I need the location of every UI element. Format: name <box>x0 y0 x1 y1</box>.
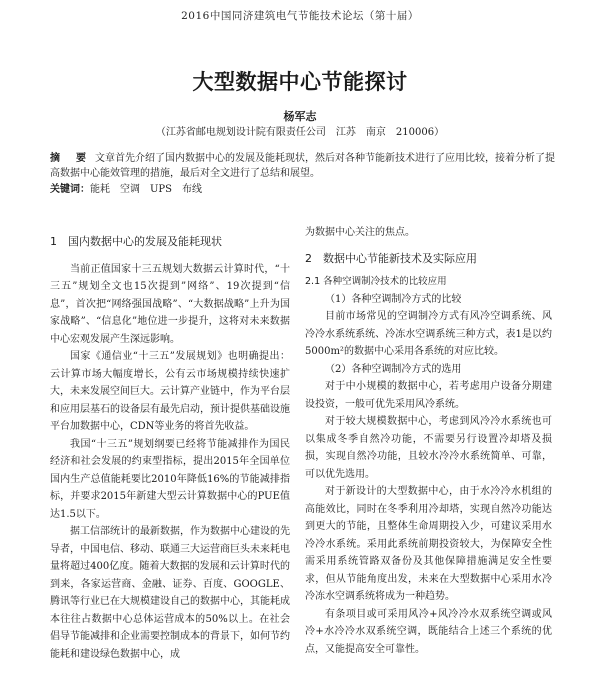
section1-paragraph-1: 当前正值国家十三五规划大数据云计算时代，“十三五”规划全文也15次提到”网络”、19次提到“信息”，首次把“网络强国战略”、“大数据战略”上升为国家战略”、“信息化”地位进一步提升，这将对未来数据中心宏观发展产生深远影响。 <box>50 263 290 345</box>
abstract-text: 文章首先介绍了国内数据中心的发展及能耗现状，然后对各种节能新技术进行了应用比较，接着分析了提高数据中心能效管理的措施，最后对全文进行了总结和展望。 <box>50 153 555 179</box>
section2-paragraph-3: 对于较大规模数据中心，考虑到风冷冷水系统也可以集成冬季自然冷功能，不需要另行设置冷却塔及损损，实现自然冷功能，且较水冷冷水系统简单、可靠，可以优先选用。 <box>305 416 552 480</box>
subsection-2-1-heading: 2.1 各种空调制冷技术的比较应用 <box>305 276 447 287</box>
section1-paragraph-3: 我国“十三五”规划纲要已经将节能减排作为国民经济和社会发展的约束型指标，提出2015年全国单位国内生产总值能耗要比2010年降低16%的节能减排指标，并要求2015年新建大型云计算数据中心的PUE值达1.5以下。 <box>50 438 290 520</box>
keywords-label: 关键词： <box>50 184 90 195</box>
section1-paragraph-4: 据工信部统计的最新数据，作为数据中心建设的先导者，中国电信、移动、联通三大运营商巨头未来耗电量将超过400亿度。随着大数据的发展和云计算时代的到来，各家运营商、金融、证券、百度、GOOGLE、腾讯等行业已在大规模建设自己的数据中心，其能耗成本往往占数据中心总体运营成本的50%以上。在社会倡导节能减排和企业需要控制成本的背景下，如何节约能耗和建设绿色数据中心，成 <box>50 526 290 660</box>
subsection-2-1-1-heading: （1）各种空调制冷方式的比较 <box>325 293 462 305</box>
paper-title: 大型数据中心节能探讨 <box>192 70 408 94</box>
keywords <box>50 182 555 197</box>
section1-paragraph-2: 国家《通信业“十三五”发展规划》也明确提出：云计算市场大幅度增长，公有云市场规模持续快速扩大，未来发展空间巨大。云计算产业链中，作为平台层和应用层基石的设备层有最先启动，预计提供基础设施平台加数据中心，CDN等业务的将首先收益。 <box>50 351 290 432</box>
section2-paragraph-4: 对于新设计的大型数据中心，由于水冷冷水机组的高能效比，同时在冬季利用冷却塔，实现自然冷功能达到更大的节能，且整体生命周期投入少，可建议采用水冷冷水系统。采用此系统前期投资较大，为保障安全性需采用系统管路双备份及其他保障措施满足安全性要求，但从节能角度出发，未来在大型数据中心采用水冷冷冻水空调系统将成为一种趋势。 <box>305 486 552 602</box>
left-column <box>50 233 290 663</box>
abstract <box>50 151 555 181</box>
section1-heading: 1 国内数据中心的发展及能耗现状 <box>50 235 222 248</box>
section2-paragraph-1: 目前市场常见的空调制冷方式有风冷空调系统、风冷冷水系统系统、冷冻水空调系统三种方式，表1是以约5000m²的数据中心采用各系统的对应比较。 <box>305 311 552 357</box>
keywords-text: 能耗 空调 UPS 布线 <box>90 184 203 195</box>
section2-heading: 2 数据中心节能新技术及实际应用 <box>305 251 477 265</box>
abstract-label: 摘 要 <box>50 153 89 164</box>
section2-paragraph-5: 有条项目或可采用风冷+风冷冷水双系统空调或风冷+水冷冷水双系统空调，既能结合上述三个系统的优点，又能提高安全可靠性。 <box>305 608 552 655</box>
running-header: 2016中国同济建筑电气节能技术论坛（第十届） <box>181 10 419 22</box>
section1-continuation: 为数据中心关注的焦点。 <box>305 227 415 238</box>
subsection-2-1-2-heading: （2）各种空调制冷方式的选用 <box>325 363 462 375</box>
section2-paragraph-2: 对于中小规模的数据中心，若考虑用户设备分期建设投资，一般可优先采用风冷系统。 <box>305 381 552 410</box>
right-column <box>305 224 552 658</box>
author-name: 杨军志 <box>283 110 317 123</box>
author-affiliation: （江苏省邮电规划设计院有限责任公司 江苏 南京 210006） <box>155 127 445 138</box>
